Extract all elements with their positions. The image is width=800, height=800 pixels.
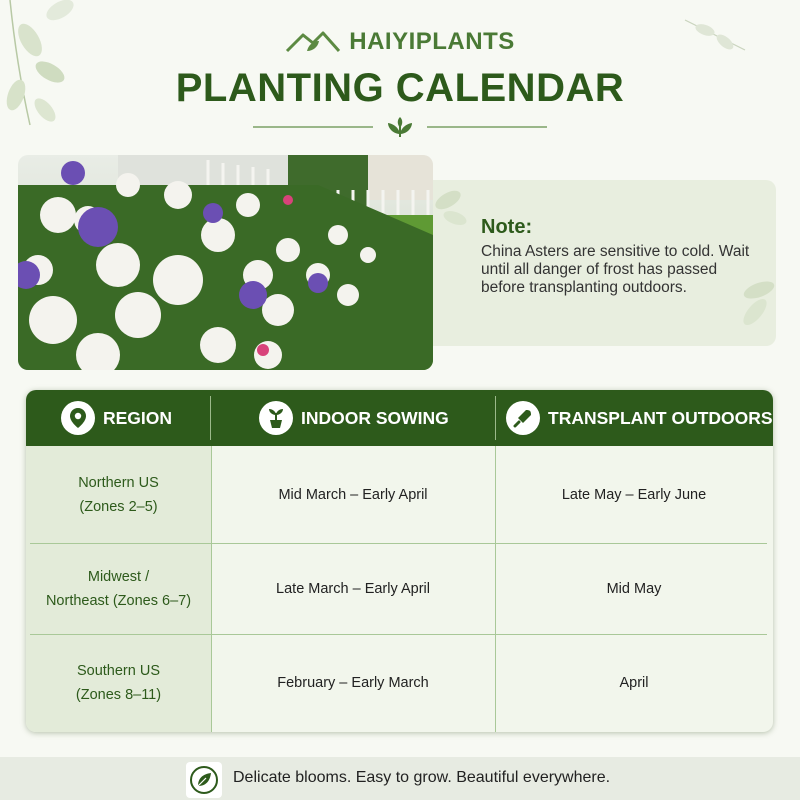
table-cell-indoor: Mid March – Early April: [278, 486, 428, 503]
aster-garden-photo: [18, 155, 433, 370]
sprout-icon: [385, 116, 415, 138]
leaf-circle-icon: [186, 762, 222, 798]
page-title: PLANTING CALENDAR: [175, 66, 625, 110]
table-cell-region: Southern US (Zones 8–11): [75, 663, 162, 703]
header-indoor-sowing: [259, 390, 449, 446]
planting-table: [26, 390, 773, 732]
table-cell-transplant: April: [619, 675, 649, 691]
table-cell-indoor: Late March – Early April: [276, 580, 430, 597]
table-cell-region: Midwest / Northeast (Zones 6–7): [45, 568, 192, 609]
footer-bar: [0, 757, 800, 800]
note-card: [433, 180, 776, 346]
header-label: TRANSPLANT OUTDOORS: [548, 407, 773, 428]
leaf-watermark-icon: [433, 180, 473, 230]
trowel-icon: [506, 401, 540, 435]
table-header: [26, 390, 773, 446]
table-cell-region: Northern US (Zones 2–5): [78, 474, 159, 515]
header-region: [61, 390, 172, 446]
header-label: INDOOR SOWING: [301, 407, 449, 428]
brand-name: HAIYIPLANTS: [349, 28, 515, 55]
header-transplant-outdoors: [506, 390, 773, 446]
table-cell-transplant: Mid May: [606, 580, 662, 597]
note-text: China Asters are sensitive to cold. Wait until all danger of frost has passed before transplanting outdoors.: [481, 243, 750, 296]
title-divider: [0, 116, 800, 138]
seedling-pot-icon: [259, 401, 293, 435]
note-title: Note:: [481, 216, 533, 238]
header: [0, 0, 800, 150]
table-cell-indoor: February – Early March: [277, 675, 429, 691]
brand-logo: [0, 28, 800, 56]
header-label: REGION: [103, 407, 173, 428]
table-cell-transplant: Late May – Early June: [561, 486, 707, 503]
house-leaf-logo-icon: [285, 29, 341, 55]
location-pin-icon: [61, 401, 95, 435]
footer-tagline: Delicate blooms. Easy to grow. Beautiful everywhere.: [233, 769, 611, 786]
